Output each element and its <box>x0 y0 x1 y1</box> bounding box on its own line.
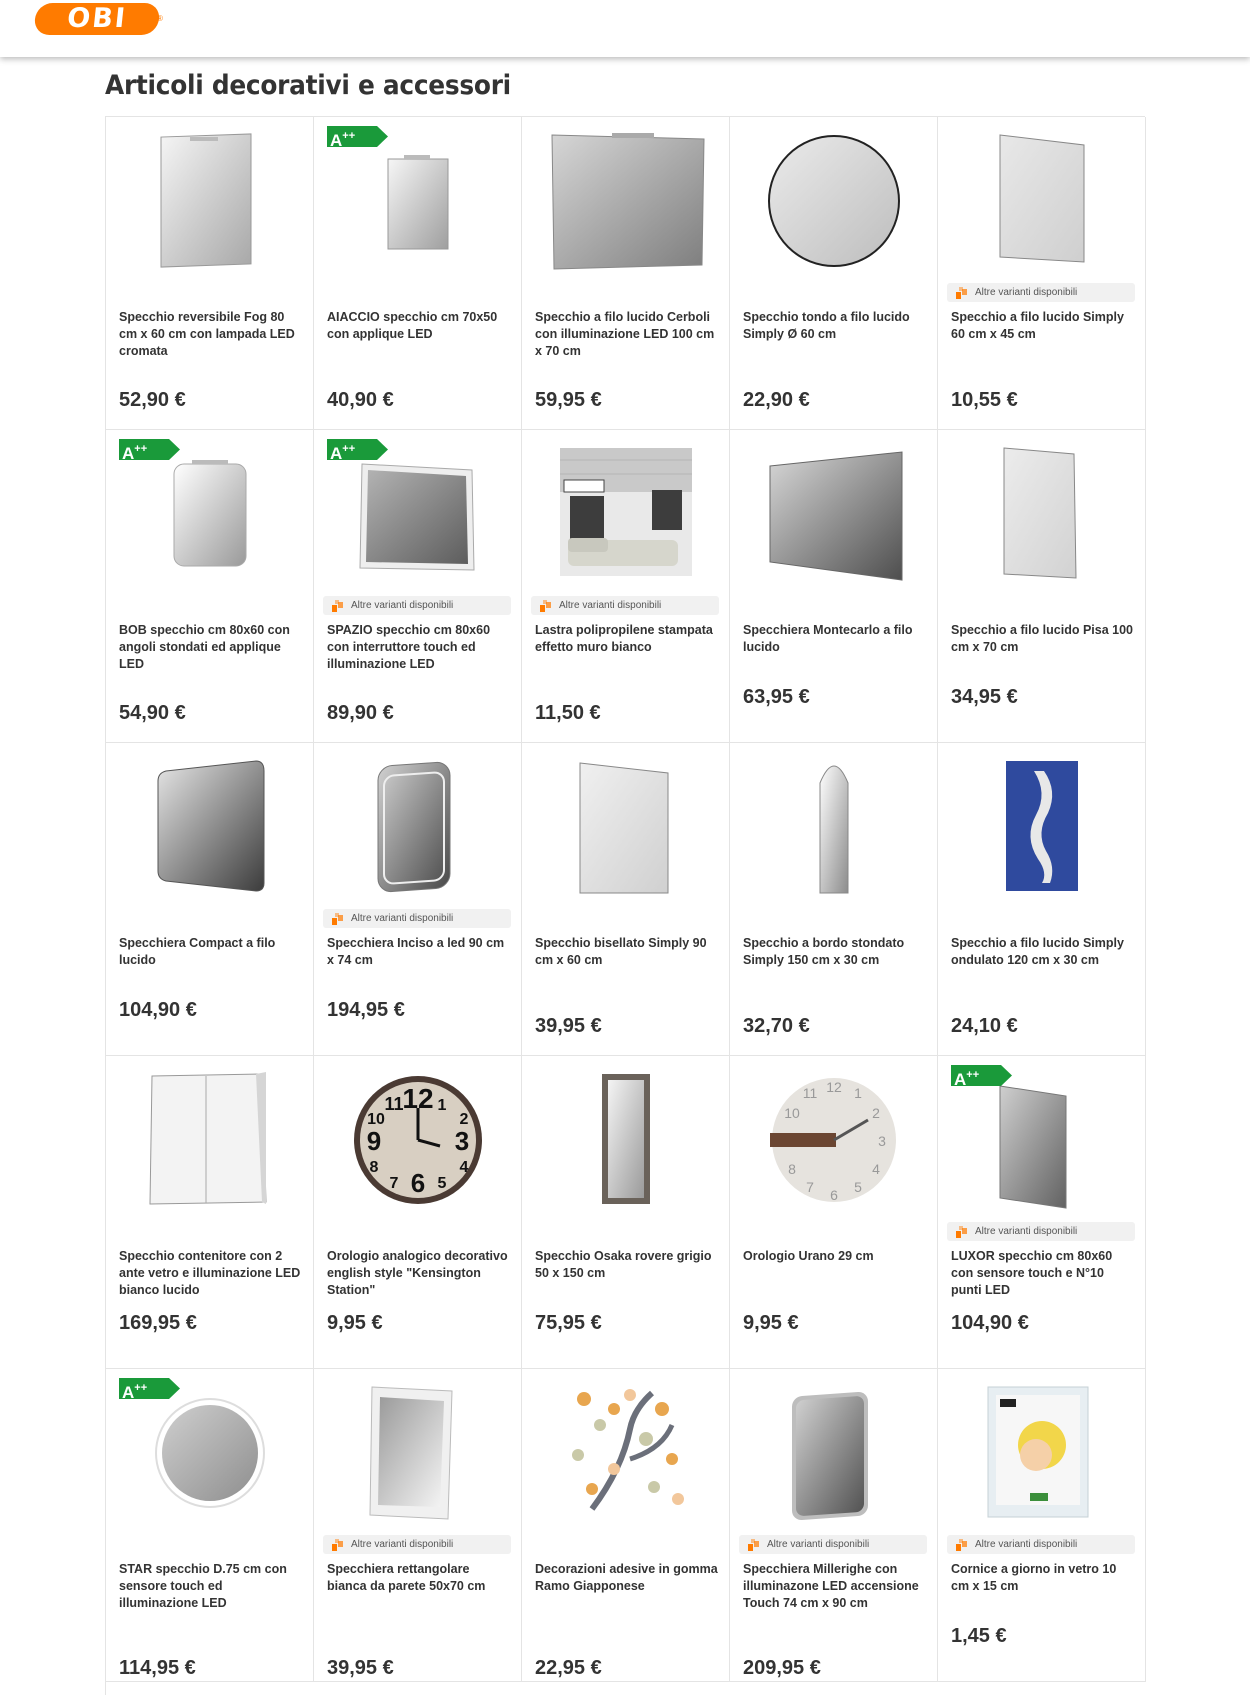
cabinet-icon[interactable] <box>106 1056 314 1214</box>
variants-text: Altre varianti disponibili <box>351 1539 454 1550</box>
logo-text: OBI <box>33 3 160 35</box>
svg-text:4: 4 <box>872 1161 880 1177</box>
product-name[interactable]: Specchiera Millerighe con illuminazone LED accensione Touch 74 cm x 90 cm <box>743 1562 919 1610</box>
variants-available-badge[interactable] <box>739 1535 927 1554</box>
mirror-icon[interactable] <box>730 1369 938 1527</box>
mirror-icon[interactable] <box>938 117 1146 275</box>
product-card[interactable] <box>522 1056 730 1369</box>
energy-label-badge <box>327 126 389 150</box>
svg-text:10: 10 <box>784 1105 800 1121</box>
svg-text:9: 9 <box>366 1126 382 1156</box>
clock-icon[interactable] <box>314 1056 522 1214</box>
product-name[interactable]: Specchiera rettangolare bianca da parete 50x70 cm <box>327 1562 486 1593</box>
product-price: 114,95 € <box>119 1657 196 1679</box>
svg-text:8: 8 <box>788 1161 796 1177</box>
product-card[interactable] <box>522 117 730 430</box>
obi-logo[interactable] <box>35 3 165 35</box>
variants-available-badge[interactable] <box>323 1535 511 1554</box>
product-card[interactable] <box>522 743 730 1056</box>
product-name[interactable]: Specchio bisellato Simply 90 cm x 60 cm <box>535 936 707 967</box>
variants-available-badge[interactable] <box>947 1535 1135 1554</box>
variants-icon <box>956 1539 968 1551</box>
product-name[interactable]: Specchiera Inciso a led 90 cm x 74 cm <box>327 936 505 967</box>
svg-text:11: 11 <box>384 1094 404 1114</box>
variants-icon <box>956 1226 968 1238</box>
svg-text:7: 7 <box>389 1175 399 1192</box>
product-card[interactable] <box>106 1056 314 1369</box>
mirror-icon[interactable] <box>106 117 314 275</box>
site-header <box>0 0 1250 57</box>
variants-text: Altre varianti disponibili <box>975 1226 1078 1237</box>
product-card[interactable] <box>314 743 522 1056</box>
energy-class-plus: ++ <box>134 1382 148 1394</box>
room-photo-icon[interactable] <box>522 430 730 588</box>
variants-text: Altre varianti disponibili <box>767 1539 870 1550</box>
product-card[interactable] <box>106 117 314 430</box>
variants-text: Altre varianti disponibili <box>975 1539 1078 1550</box>
energy-label-badge <box>119 439 181 463</box>
product-name[interactable]: Specchio a filo lucido Simply ondulato 120 cm x 30 cm <box>951 936 1124 967</box>
variants-text: Altre varianti disponibili <box>975 287 1078 298</box>
variants-icon <box>332 913 344 925</box>
frame-icon[interactable] <box>938 1369 1146 1527</box>
variants-text: Altre varianti disponibili <box>559 600 662 611</box>
product-card[interactable] <box>314 1369 522 1682</box>
product-price: 32,70 € <box>743 1015 810 1037</box>
framed-mirror-icon[interactable] <box>314 1369 522 1527</box>
product-price: 52,90 € <box>119 389 186 411</box>
product-name[interactable]: BOB specchio cm 80x60 con angoli stondati ed applique LED <box>119 623 290 671</box>
product-name[interactable]: Specchiera Montecarlo a filo lucido <box>743 623 913 654</box>
clock-icon[interactable] <box>730 1056 938 1214</box>
product-price: 24,10 € <box>951 1015 1018 1037</box>
product-name[interactable]: Lastra polipropilene stampata effetto muro bianco <box>535 623 713 654</box>
product-price: 209,95 € <box>743 1657 821 1679</box>
svg-text:5: 5 <box>437 1175 447 1192</box>
product-price: 39,95 € <box>327 1657 394 1679</box>
product-name[interactable]: Cornice a giorno in vetro 10 cm x 15 cm <box>951 1562 1117 1593</box>
energy-class-plus: ++ <box>342 443 356 455</box>
product-price: 104,90 € <box>119 999 197 1021</box>
energy-class-text: A++ <box>330 443 356 463</box>
product-price: 169,95 € <box>119 1312 197 1334</box>
energy-label-badge <box>119 1378 181 1402</box>
product-price: 59,95 € <box>535 389 602 411</box>
energy-label-badge <box>951 1065 1013 1089</box>
variants-available-badge[interactable] <box>323 596 511 615</box>
variants-text: Altre varianti disponibili <box>351 600 454 611</box>
product-card[interactable] <box>522 1369 730 1682</box>
variants-available-badge[interactable] <box>947 1222 1135 1241</box>
variants-text: Altre varianti disponibili <box>351 913 454 924</box>
product-card[interactable] <box>730 1369 938 1682</box>
energy-class-plus: ++ <box>966 1069 980 1081</box>
product-price: 22,90 € <box>743 389 810 411</box>
product-card[interactable] <box>938 117 1146 430</box>
product-name[interactable]: Specchio contenitore con 2 ante vetro e illuminazione LED bianco lucido <box>119 1249 301 1297</box>
product-price: 11,50 € <box>535 702 601 724</box>
product-name[interactable]: Specchio reversibile Fog 80 cm x 60 cm con lampada LED cromata <box>119 310 295 358</box>
energy-class-text: A++ <box>330 130 356 150</box>
product-name[interactable]: AIACCIO specchio cm 70x50 con applique LED <box>327 310 498 341</box>
product-name[interactable]: Specchio a filo lucido Cerboli con illuminazione LED 100 cm x 70 cm <box>535 310 715 358</box>
energy-class-plus: ++ <box>134 443 148 455</box>
product-price: 34,95 € <box>951 686 1018 708</box>
svg-text:6: 6 <box>830 1187 838 1203</box>
svg-text:2: 2 <box>872 1105 880 1121</box>
energy-class-text: A++ <box>954 1069 980 1089</box>
tall-mirror-icon[interactable] <box>730 743 938 901</box>
product-name[interactable]: STAR specchio D.75 cm con sensore touch ed illuminazione LED <box>119 1562 287 1610</box>
svg-text:11: 11 <box>802 1085 818 1101</box>
product-card[interactable] <box>314 1056 522 1369</box>
product-card[interactable] <box>314 430 522 743</box>
svg-text:3: 3 <box>454 1126 470 1156</box>
svg-text:12: 12 <box>402 1083 434 1114</box>
svg-text:8: 8 <box>369 1159 379 1176</box>
product-name[interactable]: Specchio a filo lucido Simply 60 cm x 45 cm <box>951 310 1124 341</box>
mirror-icon[interactable] <box>730 430 938 588</box>
mirror-icon[interactable] <box>314 743 522 901</box>
product-card[interactable] <box>730 1056 938 1369</box>
product-card[interactable] <box>938 743 1146 1056</box>
product-price: 10,55 € <box>951 389 1018 411</box>
product-card[interactable] <box>106 743 314 1056</box>
product-name[interactable]: Specchio Osaka rovere grigio 50 x 150 cm <box>535 1249 712 1280</box>
product-name[interactable]: Orologio Urano 29 cm <box>743 1249 874 1263</box>
svg-text:1: 1 <box>437 1097 447 1114</box>
product-price: 75,95 € <box>535 1312 602 1334</box>
variants-icon <box>748 1539 760 1551</box>
svg-text:1: 1 <box>854 1085 862 1101</box>
sticker-icon[interactable] <box>522 1369 730 1527</box>
product-card[interactable] <box>314 117 522 430</box>
product-grid <box>105 116 1145 1695</box>
mirror-icon[interactable] <box>106 743 314 901</box>
svg-text:10: 10 <box>367 1111 385 1128</box>
product-card[interactable] <box>106 430 314 743</box>
product-price: 40,90 € <box>327 389 394 411</box>
variants-icon <box>332 1539 344 1551</box>
product-name[interactable]: Decorazioni adesive in gomma Ramo Giapponese <box>535 1562 718 1593</box>
product-price: 89,90 € <box>327 702 394 724</box>
mirror-icon[interactable] <box>522 117 730 275</box>
product-name[interactable]: Specchiera Compact a filo lucido <box>119 936 276 967</box>
energy-class-text: A++ <box>122 1382 148 1402</box>
product-price: 9,95 € <box>743 1312 799 1334</box>
svg-text:6: 6 <box>410 1168 426 1198</box>
product-card[interactable] <box>106 1369 314 1682</box>
wavy-mirror-icon[interactable] <box>938 743 1146 901</box>
framed-mirror-icon[interactable] <box>522 1056 730 1214</box>
registered-mark: ® <box>157 14 163 23</box>
svg-text:12: 12 <box>826 1079 842 1095</box>
svg-text:3: 3 <box>878 1133 886 1149</box>
energy-label-badge <box>327 439 389 463</box>
product-card[interactable] <box>522 430 730 743</box>
product-card[interactable] <box>938 430 1146 743</box>
variants-available-badge[interactable] <box>323 909 511 928</box>
product-name[interactable]: Specchio a filo lucido Pisa 100 cm x 70 cm <box>951 623 1134 654</box>
variants-available-badge[interactable] <box>947 283 1135 302</box>
mirror-icon[interactable] <box>938 430 1146 588</box>
round-mirror-icon[interactable] <box>730 117 938 275</box>
page-title: Articoli decorativi e accessori <box>105 70 511 101</box>
variants-available-badge[interactable] <box>531 596 719 615</box>
svg-text:4: 4 <box>459 1159 469 1176</box>
product-name[interactable]: Specchio a bordo stondato Simply 150 cm x 30 cm <box>743 936 905 967</box>
svg-text:2: 2 <box>459 1111 469 1128</box>
energy-class-text: A++ <box>122 443 148 463</box>
product-price: 1,45 € <box>951 1625 1007 1647</box>
product-card[interactable] <box>938 1056 1146 1369</box>
product-card[interactable] <box>730 743 938 1056</box>
mirror-icon[interactable] <box>522 743 730 901</box>
product-card[interactable] <box>730 430 938 743</box>
product-name[interactable]: LUXOR specchio cm 80x60 con sensore touch e N°10 punti LED <box>951 1249 1113 1297</box>
energy-class-plus: ++ <box>342 130 356 142</box>
product-name[interactable]: Orologio analogico decorativo english style "Kensington Station" <box>327 1249 508 1297</box>
variants-icon <box>956 287 968 299</box>
product-price: 104,90 € <box>951 1312 1029 1334</box>
product-card[interactable] <box>730 117 938 430</box>
product-name[interactable]: SPAZIO specchio cm 80x60 con interruttore touch ed illuminazione LED <box>327 623 491 671</box>
svg-text:5: 5 <box>854 1179 862 1195</box>
product-price: 63,95 € <box>743 686 810 708</box>
variants-icon <box>540 600 552 612</box>
product-price: 54,90 € <box>119 702 186 724</box>
product-price: 39,95 € <box>535 1015 602 1037</box>
product-price: 194,95 € <box>327 999 405 1021</box>
product-name[interactable]: Specchio tondo a filo lucido Simply Ø 60 cm <box>743 310 910 341</box>
svg-text:7: 7 <box>806 1179 814 1195</box>
product-card[interactable] <box>938 1369 1146 1682</box>
product-price: 22,95 € <box>535 1657 602 1679</box>
variants-icon <box>332 600 344 612</box>
product-price: 9,95 € <box>327 1312 383 1334</box>
